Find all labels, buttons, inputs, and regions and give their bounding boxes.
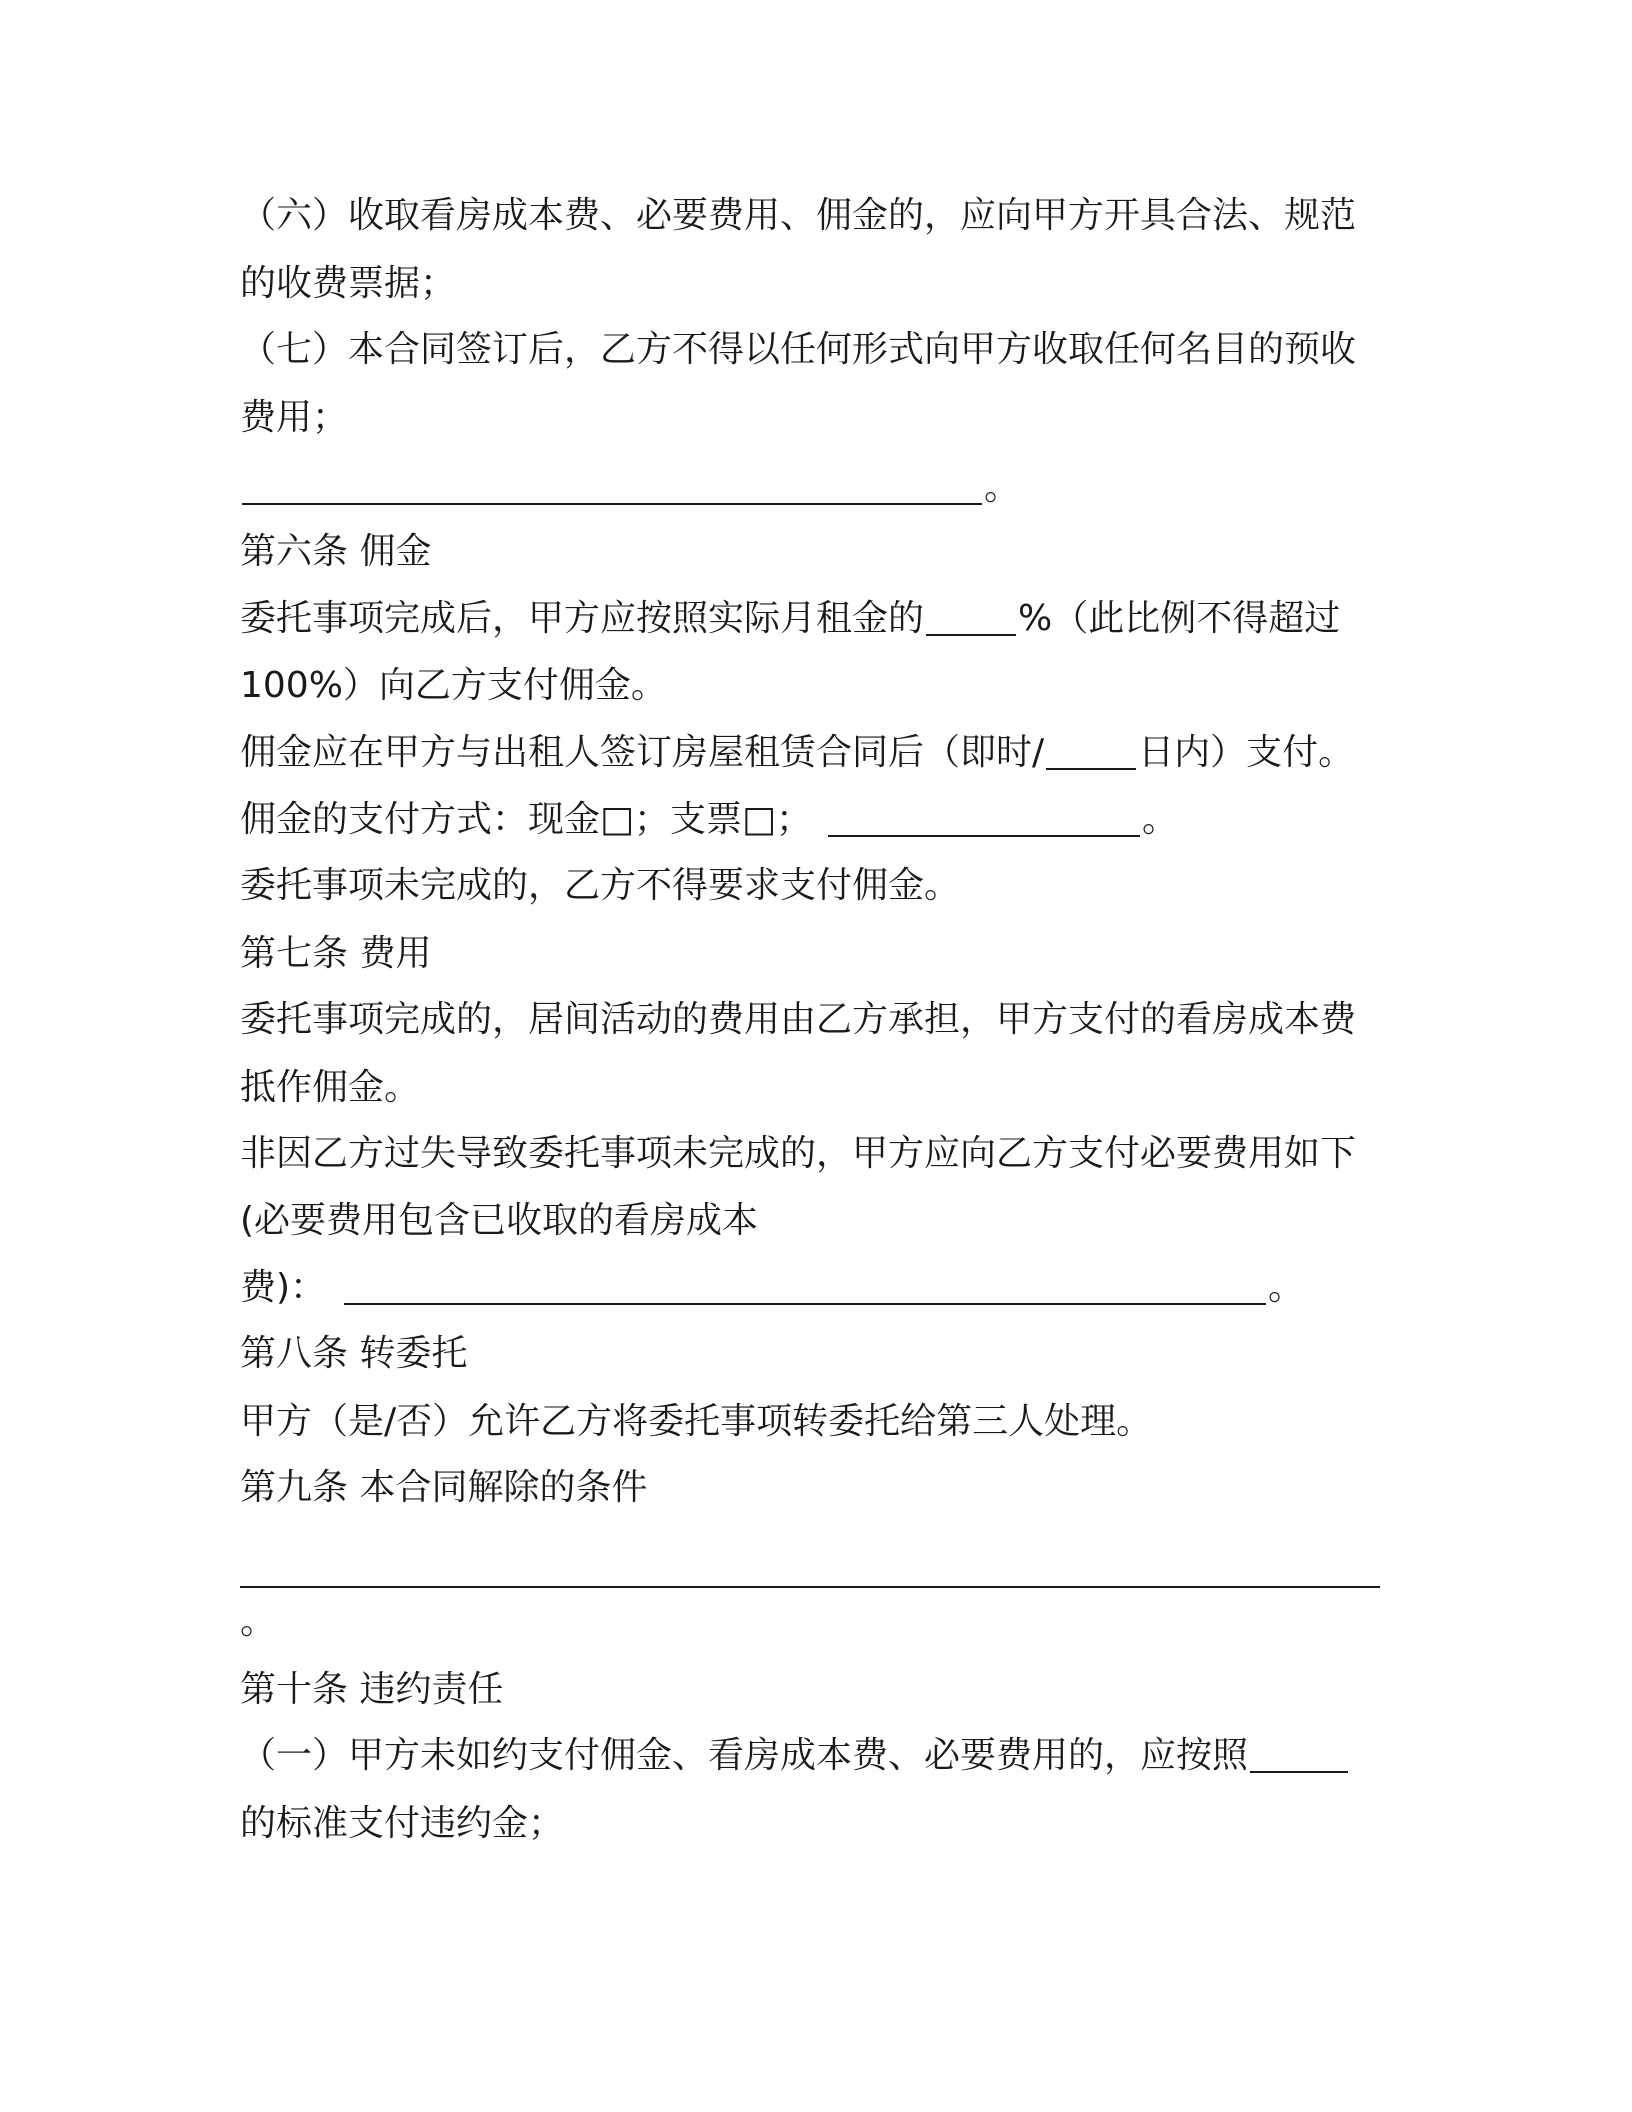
payment-method-blank[interactable] xyxy=(828,799,1140,837)
article-8-heading: 第八条 转委托 xyxy=(240,1333,468,1374)
payment-days-blank[interactable] xyxy=(1046,732,1136,770)
art7-p2-line3: 费)： 。 xyxy=(240,1267,1305,1308)
art8-p1: 甲方（是/否）允许乙方将委托事项转委托给第三人处理。 xyxy=(240,1401,1153,1442)
article-7-heading: 第七条 费用 xyxy=(240,933,432,974)
art6-p3: 佣金的支付方式：现金□；支票□； 。 xyxy=(240,799,1179,840)
art5-blank-line: 。 xyxy=(240,466,1020,510)
art5-item6-line1: （六）收取看房成本费、必要费用、佣金的，应向甲方开具合法、规范 xyxy=(240,195,1357,236)
art5-item7-line2: 费用； xyxy=(240,397,349,438)
fill-blank[interactable] xyxy=(242,467,982,505)
art6-p4: 委托事项未完成的，乙方不得要求支付佣金。 xyxy=(240,865,961,906)
art10-item1-line2: 的标准支付违约金； xyxy=(240,1803,565,1844)
art5-item7-line1: （七）本合同签订后，乙方不得以任何形式向甲方收取任何名目的预收 xyxy=(240,329,1357,370)
art7-p2-line2: (必要费用包含已收取的看房成本 xyxy=(240,1200,759,1241)
commission-percent-blank[interactable] xyxy=(926,598,1016,636)
article-10-heading: 第十条 违约责任 xyxy=(240,1669,504,1710)
penalty-standard-blank[interactable] xyxy=(1250,1735,1348,1773)
art6-p1-line2: 100%）向乙方支付佣金。 xyxy=(240,665,667,706)
art7-p1-line1: 委托事项完成的，居间活动的费用由乙方承担，甲方支付的看房成本费 xyxy=(240,999,1357,1040)
article-9-heading: 第九条 本合同解除的条件 xyxy=(240,1467,648,1508)
art10-item1-line1: （一）甲方未如约支付佣金、看房成本费、必要费用的，应按照 xyxy=(240,1734,1350,1778)
necessary-fees-blank[interactable] xyxy=(344,1267,1266,1305)
art7-p1-line2: 抵作佣金。 xyxy=(240,1067,421,1108)
art9-end: 。 xyxy=(240,1601,277,1642)
art6-p2: 佣金应在甲方与出租人签订房屋租赁合同后（即时/ 日内）支付。 xyxy=(240,732,1355,773)
art7-p2-line1: 非因乙方过失导致委托事项未完成的，甲方应向乙方支付必要费用如下 xyxy=(240,1133,1357,1174)
termination-conditions-blank[interactable] xyxy=(240,1586,1380,1588)
art5-item6-line2: 的收费票据； xyxy=(240,263,457,304)
article-6-heading: 第六条 佣金 xyxy=(240,531,432,572)
art6-p1-line1: 委托事项完成后，甲方应按照实际月租金的 %（此比例不得超过 xyxy=(240,598,1341,639)
